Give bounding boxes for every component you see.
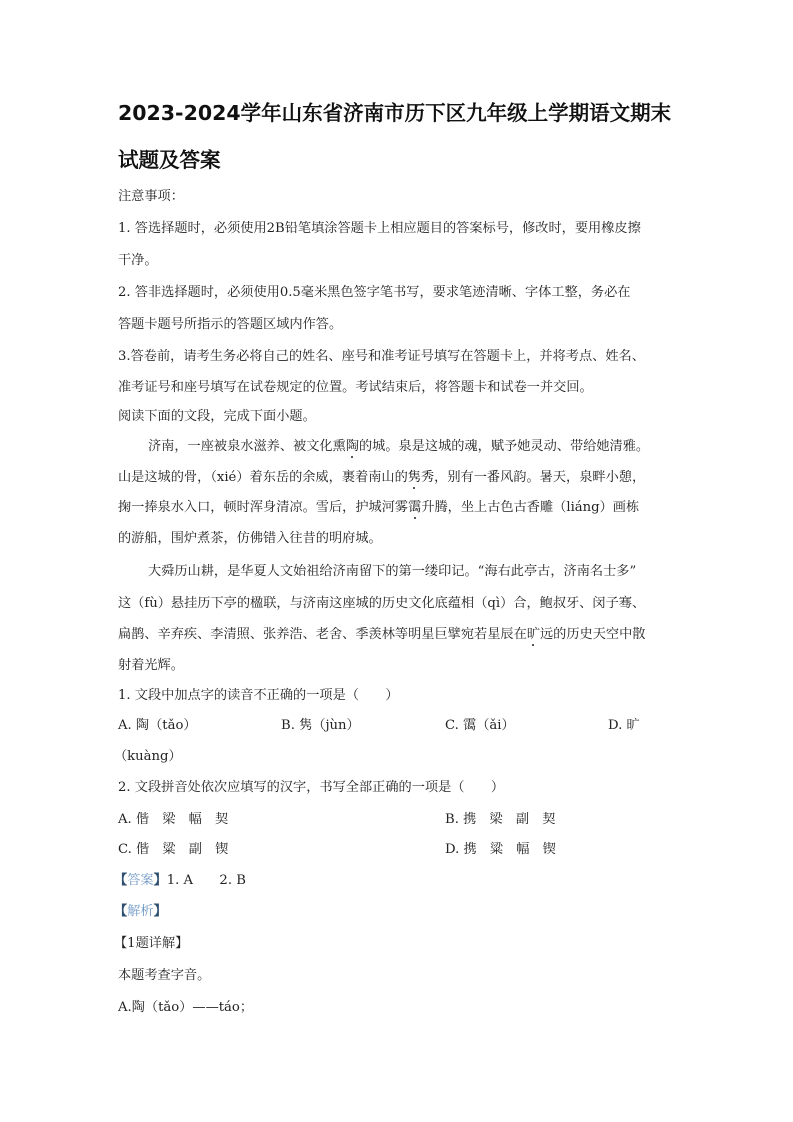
bracket-open: 【	[114, 873, 128, 888]
bracket-close: 】	[153, 873, 167, 888]
question-2-option-c: C. 偕 粱 副 锲	[118, 842, 229, 857]
passage-2-line-3	[118, 628, 646, 641]
reading-instruction: 阅读下面的文段，完成下面小题。	[118, 409, 316, 424]
dotted-char: 隽	[407, 470, 421, 485]
dotted-char: 霭	[408, 500, 422, 515]
detail-heading: 【1题详解】	[114, 936, 189, 951]
notice-3-line-2: 准考证号和座号填写在试卷规定的位置。考试结束后，将答题卡和试卷一并交回。	[118, 380, 593, 395]
passage-1-line-2	[118, 471, 645, 484]
question-1-option-c: C. 霭（ǎi）	[445, 718, 515, 733]
passage-1-line-3	[118, 501, 639, 514]
document-title-line-2: 试题及答案	[118, 148, 221, 172]
passage-1-line-4: 的游船，围炉煮茶，仿佛错入往昔的明府城。	[118, 531, 382, 546]
text: 济南，一座被泉水滋养、被文化熏	[148, 439, 346, 454]
document-title-line-1: 2023-2024学年山东省济南市历下区九年级上学期语文期末	[118, 101, 672, 125]
question-1-option-d-wrap: （kuàng）	[114, 749, 182, 764]
dotted-char: 旷	[526, 627, 540, 642]
question-1-option-d: D. 旷	[608, 718, 640, 733]
text: 远的历史天空中散	[540, 627, 646, 642]
text: 的城。泉是这城的魂，赋予她灵动、带给她清雅。	[359, 439, 650, 454]
dotted-char: 陶	[345, 439, 359, 454]
bracket-close: 】	[153, 904, 167, 919]
answer-value: 1. A 2. B	[166, 873, 246, 888]
notice-1-line-2: 干净。	[118, 253, 158, 268]
passage-2-line-2: 这（fù）悬挂历下亭的楹联，与济南这座城的历史文化底蕴相（qì）合，鲍叔牙、闵子骞、	[118, 596, 646, 611]
notice-2-line-1: 2. 答非选择题时，必须使用0.5毫米黑色签字笔书写，要求笔迹清晰、字体工整，务必在	[118, 285, 631, 300]
text: 掬一捧泉水入口，顿时浑身清凉。雪后，护城河雾	[118, 500, 409, 515]
text: 秀，别有一番风韵。暑天，泉畔小憩，	[420, 470, 646, 485]
answer-tag: 答案	[127, 873, 154, 888]
passage-2-line-4: 射着光辉。	[118, 658, 184, 673]
text: 升腾，坐上古色古香雕（liáng）画栋	[421, 500, 640, 515]
question-2-stem: 2. 文段拼音处依次应填写的汉字，书写全部正确的一项是（ ）	[118, 780, 505, 795]
analysis-heading	[114, 905, 167, 918]
question-2-option-d: D. 携 粱 幅 锲	[445, 842, 556, 857]
question-2-option-a: A. 偕 梁 幅 契	[118, 812, 229, 827]
text: 山是这城的骨，（xié）着东岳的余威，裹着南山的	[118, 470, 408, 485]
answer-line	[114, 874, 246, 887]
question-1-stem: 1. 文段中加点字的读音不正确的一项是（ ）	[118, 688, 399, 703]
bracket-open: 【	[114, 904, 128, 919]
notice-1-line-1: 1. 答选择题时，必须使用2B铅笔填涂答题卡上相应题目的答案标号，修改时，要用橡皮擦	[118, 221, 641, 236]
passage-2-line-1: 大舜历山耕，是华夏人文始祖给济南留下的第一缕印记。“海右此亭古，济南名士多”	[148, 564, 637, 579]
passage-1-line-1	[148, 440, 649, 453]
detail-item-a: A.陶（tǎo）——táo；	[118, 1000, 254, 1015]
notice-heading: 注意事项：	[118, 189, 184, 204]
question-1-option-a: A. 陶（tǎo）	[118, 718, 197, 733]
text: 扁鹊、辛弃疾、李清照、张养浩、老舍、季羡林等明星巨擘宛若星辰在	[118, 627, 527, 642]
detail-intro: 本题考查字音。	[118, 968, 211, 983]
notice-2-line-2: 答题卡题号所指示的答题区域内作答。	[118, 317, 343, 332]
analysis-tag: 解析	[127, 904, 154, 919]
question-1-option-b: B. 隽（jùn）	[281, 718, 360, 733]
notice-3-line-1: 3.答卷前，请考生务必将自己的姓名、座号和准考证号填写在答题卡上，并将考点、姓名、	[118, 349, 645, 364]
question-2-option-b: B. 携 梁 副 契	[445, 812, 556, 827]
